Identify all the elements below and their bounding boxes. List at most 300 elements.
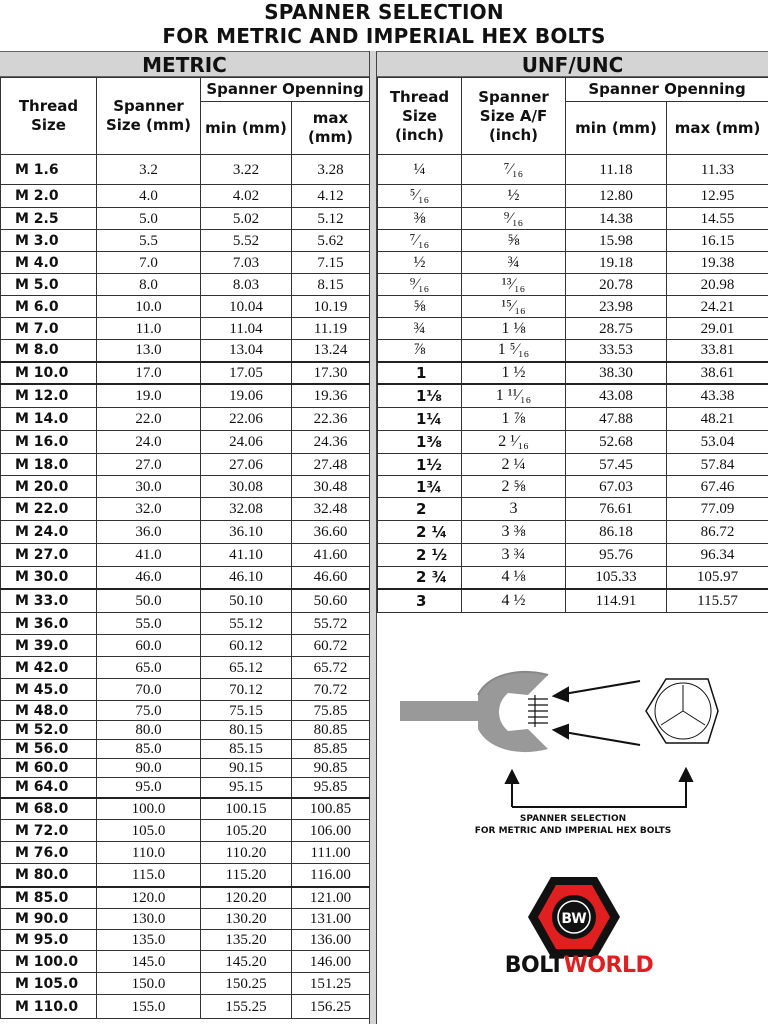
metric-cell-min: 75.15 [201, 701, 292, 721]
table-row [1, 930, 370, 951]
unf-cell-max: 14.55 [667, 208, 768, 230]
unf-cell-max: 11.33 [667, 155, 768, 185]
table-row [378, 185, 768, 208]
metric-cell-max: 90.85 [292, 759, 370, 778]
metric-cell-max: 30.48 [292, 476, 370, 498]
metric-cell-max: 100.85 [292, 798, 370, 820]
metric-cell-spanner: 10.0 [97, 296, 201, 318]
bolt-thread-icon [528, 695, 548, 727]
table-row [1, 318, 370, 340]
metric-cell-spanner: 130.0 [97, 909, 201, 930]
metric-cell-thread: M 42.0 [1, 657, 97, 679]
unf-cell-thread: 1⅜ [378, 431, 462, 454]
metric-heading: METRIC [0, 51, 369, 77]
unf-cell-max: 33.81 [667, 340, 768, 362]
unf-cell-spanner: ⁹⁄₁₆ [462, 208, 566, 230]
table-row [1, 431, 370, 454]
unf-cell-thread: ¾ [378, 318, 462, 340]
unf-cell-thread: ⁵⁄₁₆ [378, 185, 462, 208]
table-row [378, 454, 768, 476]
spanner-icon [400, 672, 548, 752]
metric-cell-min: 13.04 [201, 340, 292, 362]
diagram-caption-line1: SPANNER SELECTION [378, 813, 768, 825]
metric-cell-min: 22.06 [201, 408, 292, 431]
metric-cell-max: 136.00 [292, 930, 370, 951]
unf-cell-max: 43.38 [667, 384, 768, 408]
metric-col-opening: Spanner Openning [201, 78, 370, 102]
metric-cell-min: 115.20 [201, 864, 292, 887]
unf-cell-spanner: 3 [462, 498, 566, 521]
metric-cell-min: 155.25 [201, 995, 292, 1019]
metric-cell-max: 7.15 [292, 252, 370, 274]
page-title-line2: FOR METRIC AND IMPERIAL HEX BOLTS [0, 24, 768, 48]
metric-cell-min: 90.15 [201, 759, 292, 778]
unf-cell-thread: 2 ½ [378, 544, 462, 567]
metric-cell-max: 131.00 [292, 909, 370, 930]
metric-cell-thread: M 56.0 [1, 740, 97, 759]
unf-cell-thread: ⁷⁄₁₆ [378, 230, 462, 252]
hex-bolt-icon [646, 679, 718, 743]
table-row [1, 798, 370, 820]
unf-cell-min: 57.45 [566, 454, 667, 476]
table-row [1, 842, 370, 864]
table-row [1, 454, 370, 476]
metric-cell-spanner: 100.0 [97, 798, 201, 820]
table-row [1, 208, 370, 230]
metric-cell-spanner: 65.0 [97, 657, 201, 679]
metric-cell-min: 46.10 [201, 567, 292, 589]
table-row [1, 567, 370, 589]
metric-cell-max: 60.72 [292, 635, 370, 657]
unf-col-spanner: Spanner Size A/F (inch) [462, 78, 566, 155]
metric-cell-spanner: 120.0 [97, 887, 201, 909]
metric-cell-spanner: 85.0 [97, 740, 201, 759]
metric-cell-thread: M 8.0 [1, 340, 97, 362]
logo-word-bolt: BOLT [505, 953, 564, 978]
unf-cell-spanner: ⅝ [462, 230, 566, 252]
unf-cell-spanner: 2 ⅝ [462, 476, 566, 498]
unf-cell-thread: 2 ¼ [378, 521, 462, 544]
metric-cell-spanner: 80.0 [97, 721, 201, 740]
metric-cell-max: 3.28 [292, 155, 370, 185]
table-row [1, 498, 370, 521]
unf-cell-max: 24.21 [667, 296, 768, 318]
metric-cell-spanner: 7.0 [97, 252, 201, 274]
table-row [1, 613, 370, 635]
metric-cell-spanner: 5.0 [97, 208, 201, 230]
unf-cell-max: 29.01 [667, 318, 768, 340]
table-row [378, 408, 768, 431]
table-row [378, 208, 768, 230]
table-row [1, 476, 370, 498]
metric-cell-thread: M 68.0 [1, 798, 97, 820]
metric-cell-min: 11.04 [201, 318, 292, 340]
metric-cell-min: 110.20 [201, 842, 292, 864]
unf-cell-min: 105.33 [566, 567, 667, 589]
table-row [378, 589, 768, 613]
metric-cell-min: 85.15 [201, 740, 292, 759]
unf-cell-max: 67.46 [667, 476, 768, 498]
metric-cell-thread: M 16.0 [1, 431, 97, 454]
metric-cell-spanner: 24.0 [97, 431, 201, 454]
metric-cell-max: 24.36 [292, 431, 370, 454]
unf-cell-thread: ⅝ [378, 296, 462, 318]
table-row [1, 155, 370, 185]
metric-cell-min: 8.03 [201, 274, 292, 296]
metric-cell-max: 36.60 [292, 521, 370, 544]
table-row [1, 778, 370, 798]
metric-cell-min: 3.22 [201, 155, 292, 185]
metric-cell-max: 70.72 [292, 679, 370, 701]
table-row [1, 296, 370, 318]
metric-cell-max: 41.60 [292, 544, 370, 567]
metric-col-spanner: Spanner Size (mm) [97, 78, 201, 155]
metric-cell-spanner: 150.0 [97, 973, 201, 995]
metric-cell-min: 60.12 [201, 635, 292, 657]
table-row [1, 995, 370, 1019]
unf-cell-max: 115.57 [667, 589, 768, 613]
metric-cell-max: 121.00 [292, 887, 370, 909]
metric-cell-max: 46.60 [292, 567, 370, 589]
unf-cell-min: 86.18 [566, 521, 667, 544]
metric-cell-thread: M 95.0 [1, 930, 97, 951]
unf-col-thread: Thread Size (inch) [378, 78, 462, 155]
metric-cell-min: 5.52 [201, 230, 292, 252]
metric-cell-max: 50.60 [292, 589, 370, 613]
metric-cell-thread: M 72.0 [1, 820, 97, 842]
metric-cell-thread: M 22.0 [1, 498, 97, 521]
metric-cell-spanner: 75.0 [97, 701, 201, 721]
metric-cell-min: 130.20 [201, 909, 292, 930]
unf-cell-max: 105.97 [667, 567, 768, 589]
unf-cell-spanner: 4 ⅛ [462, 567, 566, 589]
metric-cell-min: 80.15 [201, 721, 292, 740]
metric-cell-max: 106.00 [292, 820, 370, 842]
metric-cell-spanner: 115.0 [97, 864, 201, 887]
metric-cell-spanner: 4.0 [97, 185, 201, 208]
metric-cell-thread: M 12.0 [1, 384, 97, 408]
metric-cell-min: 70.12 [201, 679, 292, 701]
unf-cell-min: 76.61 [566, 498, 667, 521]
unf-col-opening: Spanner Openning [566, 78, 768, 102]
metric-cell-thread: M 80.0 [1, 864, 97, 887]
metric-cell-thread: M 39.0 [1, 635, 97, 657]
table-row [1, 657, 370, 679]
table-row [1, 973, 370, 995]
table-row [1, 384, 370, 408]
table-row [378, 431, 768, 454]
table-row [378, 384, 768, 408]
metric-cell-min: 65.12 [201, 657, 292, 679]
metric-cell-thread: M 1.6 [1, 155, 97, 185]
logo-badge: BW [561, 911, 586, 927]
metric-cell-max: 10.19 [292, 296, 370, 318]
metric-cell-spanner: 105.0 [97, 820, 201, 842]
metric-col-min: min (mm) [201, 102, 292, 155]
unf-cell-spanner: 1 ⁵⁄₁₆ [462, 340, 566, 362]
metric-cell-thread: M 2.0 [1, 185, 97, 208]
metric-cell-max: 111.00 [292, 842, 370, 864]
metric-cell-thread: M 14.0 [1, 408, 97, 431]
unf-cell-min: 28.75 [566, 318, 667, 340]
unf-col-max: max (mm) [667, 102, 768, 155]
unf-cell-thread: 1 [378, 362, 462, 384]
unf-cell-max: 96.34 [667, 544, 768, 567]
table-row [378, 362, 768, 384]
unf-heading: UNF/UNC [377, 51, 768, 77]
metric-cell-thread: M 20.0 [1, 476, 97, 498]
metric-cell-spanner: 55.0 [97, 613, 201, 635]
table-row [378, 567, 768, 589]
table-row [1, 721, 370, 740]
metric-cell-min: 55.12 [201, 613, 292, 635]
metric-cell-thread: M 33.0 [1, 589, 97, 613]
metric-cell-thread: M 3.0 [1, 230, 97, 252]
metric-cell-thread: M 2.5 [1, 208, 97, 230]
metric-cell-thread: M 52.0 [1, 721, 97, 740]
unf-cell-spanner: 1 ⅛ [462, 318, 566, 340]
unf-cell-max: 38.61 [667, 362, 768, 384]
unf-cell-thread: ¼ [378, 155, 462, 185]
diagram-caption-line2: FOR METRIC AND IMPERIAL HEX BOLTS [378, 825, 768, 837]
metric-cell-min: 100.15 [201, 798, 292, 820]
unf-cell-spanner: 1 ¹¹⁄₁₆ [462, 384, 566, 408]
unf-cell-thread: ⅜ [378, 208, 462, 230]
metric-cell-max: 19.36 [292, 384, 370, 408]
table-row [1, 274, 370, 296]
unf-cell-spanner: 3 ¾ [462, 544, 566, 567]
unf-cell-max: 12.95 [667, 185, 768, 208]
unf-cell-max: 48.21 [667, 408, 768, 431]
metric-cell-max: 80.85 [292, 721, 370, 740]
logo-word-world: WORLD [564, 953, 654, 978]
metric-cell-min: 150.25 [201, 973, 292, 995]
metric-cell-spanner: 145.0 [97, 951, 201, 973]
unf-cell-max: 53.04 [667, 431, 768, 454]
metric-cell-min: 7.03 [201, 252, 292, 274]
table-row [378, 340, 768, 362]
unf-cell-min: 20.78 [566, 274, 667, 296]
metric-cell-spanner: 135.0 [97, 930, 201, 951]
metric-cell-spanner: 110.0 [97, 842, 201, 864]
metric-cell-thread: M 7.0 [1, 318, 97, 340]
metric-cell-max: 5.12 [292, 208, 370, 230]
metric-table [0, 77, 370, 1019]
metric-cell-min: 41.10 [201, 544, 292, 567]
metric-cell-spanner: 95.0 [97, 778, 201, 798]
metric-cell-min: 17.05 [201, 362, 292, 384]
metric-cell-max: 55.72 [292, 613, 370, 635]
metric-cell-spanner: 8.0 [97, 274, 201, 296]
metric-cell-max: 75.85 [292, 701, 370, 721]
metric-cell-spanner: 5.5 [97, 230, 201, 252]
metric-cell-thread: M 64.0 [1, 778, 97, 798]
table-row [1, 759, 370, 778]
unf-cell-max: 20.98 [667, 274, 768, 296]
unf-cell-min: 33.53 [566, 340, 667, 362]
metric-cell-thread: M 36.0 [1, 613, 97, 635]
metric-cell-spanner: 60.0 [97, 635, 201, 657]
table-row [378, 230, 768, 252]
metric-cell-thread: M 100.0 [1, 951, 97, 973]
unf-cell-min: 114.91 [566, 589, 667, 613]
unf-cell-max: 86.72 [667, 521, 768, 544]
metric-cell-max: 8.15 [292, 274, 370, 296]
table-row [1, 185, 370, 208]
unf-cell-max: 57.84 [667, 454, 768, 476]
unf-cell-spanner: 2 ¼ [462, 454, 566, 476]
metric-cell-thread: M 10.0 [1, 362, 97, 384]
unf-cell-spanner: 2 ¹⁄₁₆ [462, 431, 566, 454]
table-row [1, 864, 370, 887]
unf-cell-spanner: 4 ½ [462, 589, 566, 613]
unf-cell-spanner: 1 ⅞ [462, 408, 566, 431]
unf-cell-min: 23.98 [566, 296, 667, 318]
unf-cell-thread: ⅞ [378, 340, 462, 362]
unf-cell-min: 38.30 [566, 362, 667, 384]
boltworld-wordmark [484, 954, 674, 978]
metric-cell-min: 32.08 [201, 498, 292, 521]
metric-cell-min: 95.15 [201, 778, 292, 798]
metric-cell-max: 116.00 [292, 864, 370, 887]
metric-cell-thread: M 90.0 [1, 909, 97, 930]
metric-cell-thread: M 45.0 [1, 679, 97, 701]
table-row [378, 155, 768, 185]
metric-cell-max: 22.36 [292, 408, 370, 431]
metric-cell-min: 27.06 [201, 454, 292, 476]
unf-cell-thread: 2 [378, 498, 462, 521]
metric-cell-spanner: 46.0 [97, 567, 201, 589]
metric-cell-min: 5.02 [201, 208, 292, 230]
metric-cell-spanner: 3.2 [97, 155, 201, 185]
metric-cell-spanner: 90.0 [97, 759, 201, 778]
metric-cell-thread: M 24.0 [1, 521, 97, 544]
unf-cell-spanner: ¹³⁄₁₆ [462, 274, 566, 296]
unf-cell-thread: ⁹⁄₁₆ [378, 274, 462, 296]
metric-cell-min: 135.20 [201, 930, 292, 951]
metric-cell-max: 85.85 [292, 740, 370, 759]
metric-cell-max: 17.30 [292, 362, 370, 384]
boltworld-logo-icon [528, 877, 620, 957]
unf-cell-min: 67.03 [566, 476, 667, 498]
unf-table [377, 77, 768, 613]
metric-cell-spanner: 11.0 [97, 318, 201, 340]
table-row [1, 362, 370, 384]
table-row [378, 476, 768, 498]
unf-cell-min: 95.76 [566, 544, 667, 567]
table-row [1, 909, 370, 930]
metric-cell-spanner: 155.0 [97, 995, 201, 1019]
metric-col-thread: Thread Size [1, 78, 97, 155]
table-row [1, 635, 370, 657]
metric-cell-thread: M 48.0 [1, 701, 97, 721]
metric-cell-thread: M 6.0 [1, 296, 97, 318]
metric-cell-max: 27.48 [292, 454, 370, 476]
unf-cell-min: 52.68 [566, 431, 667, 454]
unf-cell-min: 15.98 [566, 230, 667, 252]
unf-cell-min: 12.80 [566, 185, 667, 208]
unf-cell-min: 19.18 [566, 252, 667, 274]
metric-cell-spanner: 36.0 [97, 521, 201, 544]
unf-cell-min: 43.08 [566, 384, 667, 408]
metric-cell-thread: M 30.0 [1, 567, 97, 589]
metric-cell-max: 13.24 [292, 340, 370, 362]
metric-cell-spanner: 41.0 [97, 544, 201, 567]
metric-cell-spanner: 70.0 [97, 679, 201, 701]
metric-cell-min: 105.20 [201, 820, 292, 842]
unf-cell-thread: 1½ [378, 454, 462, 476]
unf-cell-spanner: ⁷⁄₁₆ [462, 155, 566, 185]
metric-cell-max: 32.48 [292, 498, 370, 521]
metric-cell-thread: M 18.0 [1, 454, 97, 476]
metric-cell-spanner: 19.0 [97, 384, 201, 408]
metric-cell-max: 11.19 [292, 318, 370, 340]
metric-col-max: max (mm) [292, 102, 370, 155]
table-row [1, 589, 370, 613]
column-divider [369, 51, 377, 1024]
unf-cell-thread: 1¼ [378, 408, 462, 431]
metric-cell-min: 145.20 [201, 951, 292, 973]
unf-cell-min: 14.38 [566, 208, 667, 230]
unf-cell-max: 16.15 [667, 230, 768, 252]
metric-cell-min: 4.02 [201, 185, 292, 208]
table-row [1, 887, 370, 909]
unf-cell-thread: 3 [378, 589, 462, 613]
table-row [1, 740, 370, 759]
metric-cell-spanner: 32.0 [97, 498, 201, 521]
metric-cell-spanner: 13.0 [97, 340, 201, 362]
table-row [1, 701, 370, 721]
unf-cell-min: 11.18 [566, 155, 667, 185]
metric-cell-thread: M 27.0 [1, 544, 97, 567]
metric-cell-spanner: 30.0 [97, 476, 201, 498]
metric-cell-min: 36.10 [201, 521, 292, 544]
unf-cell-spanner: ½ [462, 185, 566, 208]
metric-cell-max: 146.00 [292, 951, 370, 973]
metric-cell-min: 24.06 [201, 431, 292, 454]
unf-cell-thread: 2 ¾ [378, 567, 462, 589]
table-row [1, 544, 370, 567]
metric-cell-spanner: 27.0 [97, 454, 201, 476]
table-row [1, 951, 370, 973]
unf-cell-thread: 1¾ [378, 476, 462, 498]
table-row [378, 274, 768, 296]
metric-cell-max: 5.62 [292, 230, 370, 252]
table-row [1, 252, 370, 274]
table-row [1, 521, 370, 544]
unf-cell-spanner: 1 ½ [462, 362, 566, 384]
table-row [378, 296, 768, 318]
metric-cell-max: 65.72 [292, 657, 370, 679]
table-row [1, 408, 370, 431]
metric-cell-spanner: 17.0 [97, 362, 201, 384]
table-row [378, 521, 768, 544]
unf-cell-spanner: ¹⁵⁄₁₆ [462, 296, 566, 318]
metric-cell-thread: M 105.0 [1, 973, 97, 995]
table-row [378, 318, 768, 340]
metric-cell-min: 10.04 [201, 296, 292, 318]
metric-cell-min: 120.20 [201, 887, 292, 909]
table-row [1, 340, 370, 362]
metric-cell-max: 95.85 [292, 778, 370, 798]
unf-cell-spanner: ¾ [462, 252, 566, 274]
unf-cell-spanner: 3 ⅜ [462, 521, 566, 544]
unf-col-min: min (mm) [566, 102, 667, 155]
table-row [1, 820, 370, 842]
metric-cell-thread: M 110.0 [1, 995, 97, 1019]
unf-cell-max: 19.38 [667, 252, 768, 274]
metric-cell-max: 151.25 [292, 973, 370, 995]
